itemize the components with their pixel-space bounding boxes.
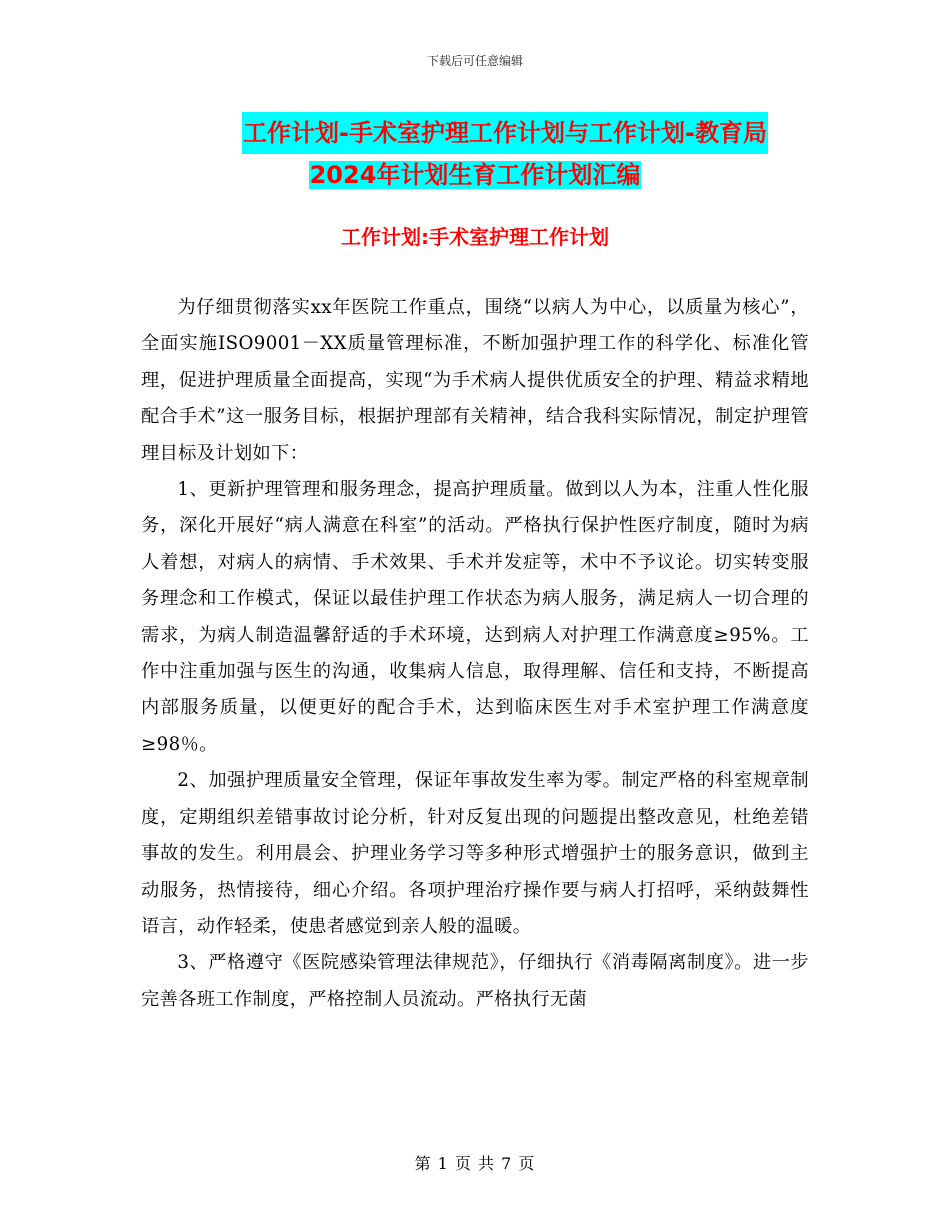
page-footer: 第 1 页 共 7 页 <box>414 1154 536 1173</box>
header-note: 下载后可任意编辑 <box>426 54 523 68</box>
title-line-2: 2024年计划生育工作计划汇编 <box>309 161 641 189</box>
paragraph-3: 3、严格遵守《医院感染管理法律规范》，仔细执行《消毒隔离制度》。进一步完善各班工作制度，严格控制人员流动。严格执行无菌 <box>141 952 809 1010</box>
section-title: 工作计划:手术室护理工作计划 <box>341 225 609 249</box>
document-title <box>0 112 950 196</box>
paragraph-intro: 为仔细贯彻落实xx年医院工作重点，围绕“以病人为中心，以质量为核心”，全面实施ISO9001－XX质量管理标准，不断加强护理工作的科学化、标准化管理，促进护理质量全面提高，实现“为手术病人提供优质安全的护理、精益求精地配合手术”这一服务目标，根据护理部有关精神，结合我科实际情况，制定护理管理目标及计划如下： <box>141 297 809 464</box>
title-line-1: 工作计划-手术室护理工作计划与工作计划-教育局 <box>242 112 768 154</box>
paragraph-1: 1、更新护理管理和服务理念，提高护理质量。做到以人为本，注重人性化服务，深化开展好“病人满意在科室”的活动。严格执行保护性医疗制度，随时为病人着想，对病人的病情、手术效果、手术并发症等，术中不予议论。切实转变服务理念和工作模式，保证以最佳护理工作状态为病人服务，满足病人一切合理的需求，为病人制造温馨舒适的手术环境，达到病人对护理工作满意度≥95%。工作中注重加强与医生的沟通，收集病人信息，取得理解、信任和支持，不断提高内部服务质量，以便更好的配合手术，达到临床医生对手术室护理工作满意度≥98％。 <box>141 479 809 755</box>
paragraph-2: 2、加强护理质量安全管理，保证年事故发生率为零。制定严格的科室规章制度，定期组织差错事故讨论分析，针对反复出现的问题提出整改意见，杜绝差错事故的发生。利用晨会、护理业务学习等多种形式增强护士的服务意识，做到主动服务，热情接待，细心介绍。各项护理治疗操作要与病人打招呼，采纳鼓舞性语言，动作轻柔，使患者感觉到亲人般的温暖。 <box>141 770 809 937</box>
body-text <box>141 290 809 1018</box>
